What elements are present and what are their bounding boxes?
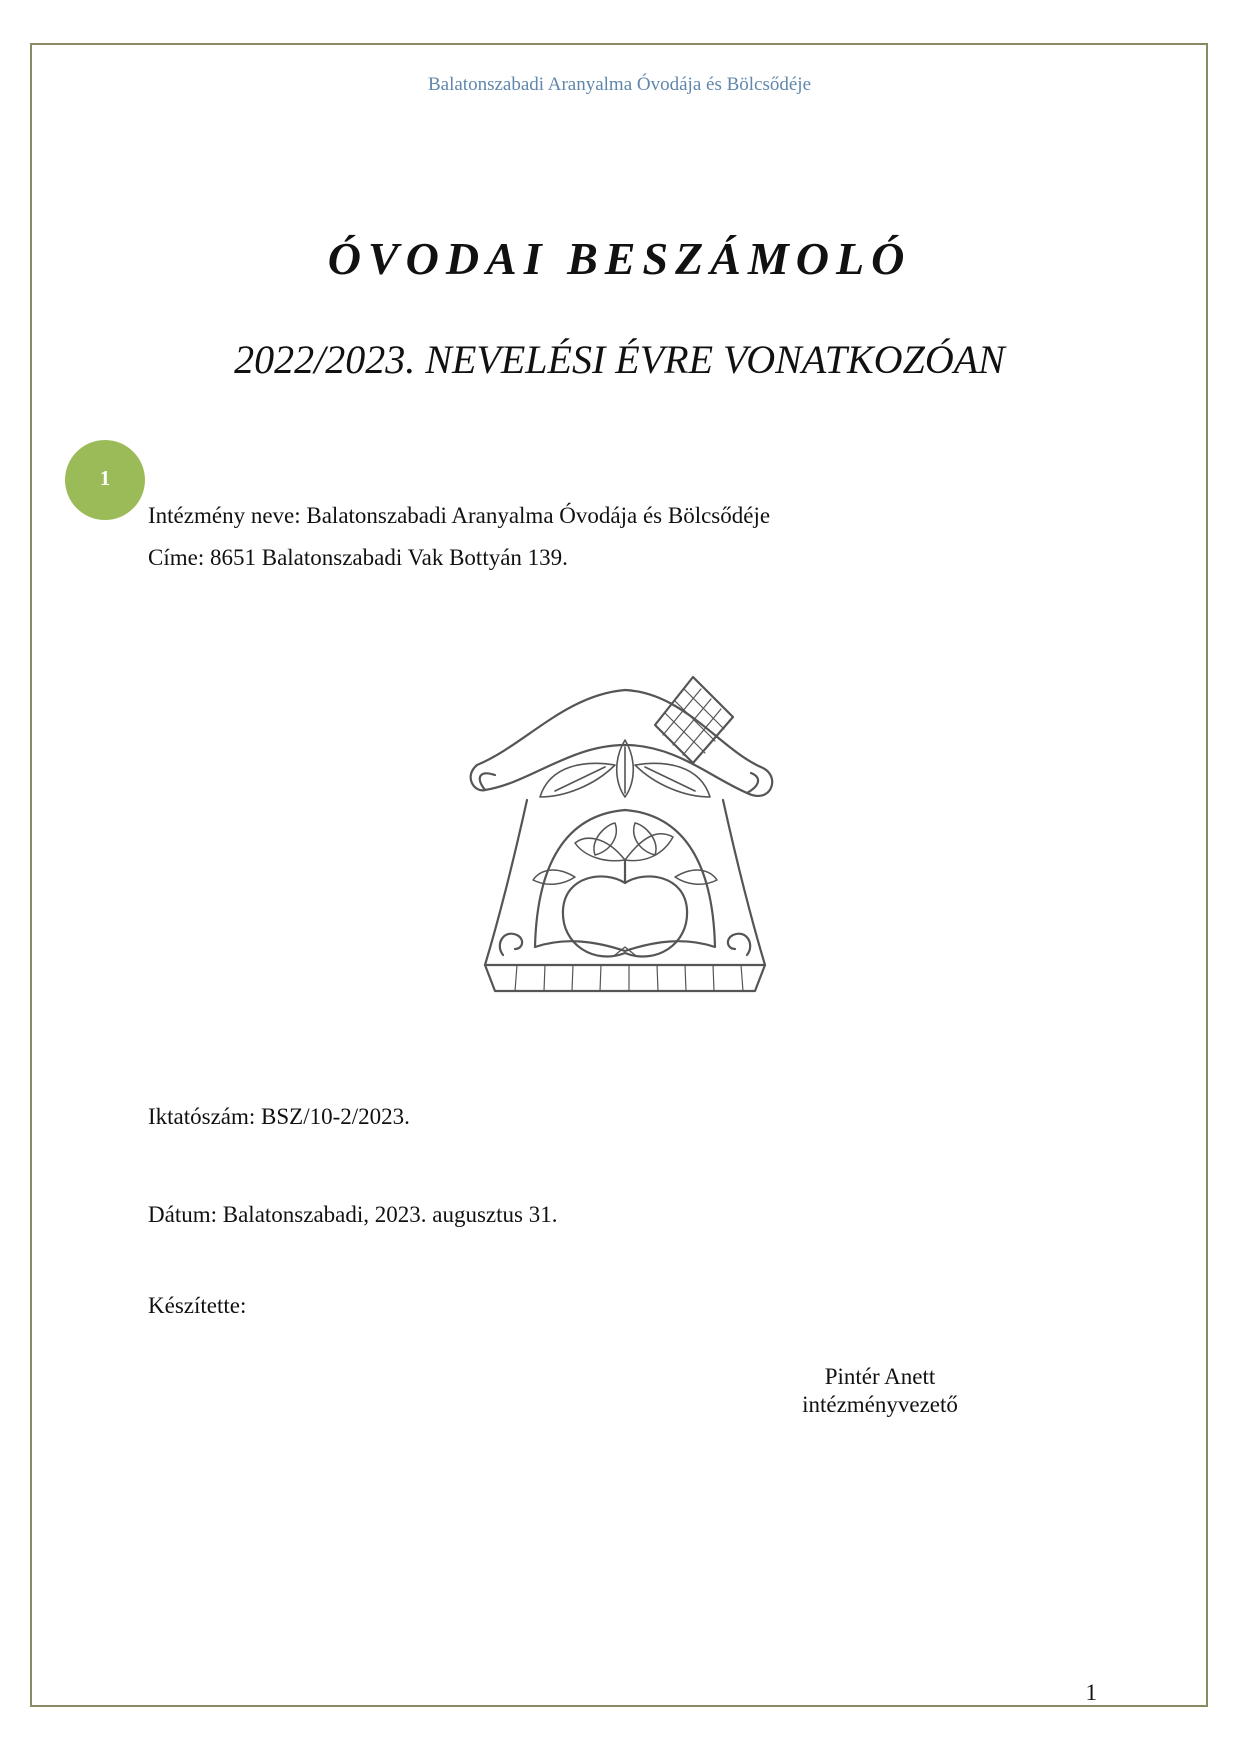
address-line [148, 545, 568, 571]
date-label: Dátum: [148, 1202, 217, 1227]
signature-role: intézményvezető [802, 1392, 958, 1417]
document-title: ÓVODAI BESZÁMOLÓ [327, 233, 912, 284]
page-number: 1 [1085, 1680, 1097, 1705]
date-line [148, 1202, 557, 1228]
institution-label: Intézmény neve: [148, 503, 301, 528]
running-header: Balatonszabadi Aranyalma Óvodája és Bölcsődéje [427, 74, 812, 95]
prepared-by-label: Készítette: [148, 1293, 247, 1318]
address-label: Címe: [148, 545, 205, 570]
reference-value: BSZ/10-2/2023. [261, 1104, 410, 1129]
house-with-apple-logo-icon [455, 665, 795, 1005]
page-badge: 1 [65, 440, 145, 520]
institution-value: Balatonszabadi Aranyalma Óvodája és Bölcsődéje [306, 503, 771, 528]
address-value: 8651 Balatonszabadi Vak Bottyán 139. [209, 545, 568, 570]
institution-line [148, 503, 770, 529]
reference-label: Iktatószám: [148, 1104, 256, 1129]
document-subtitle: 2022/2023. NEVELÉSI ÉVRE VONATKOZÓAN [234, 337, 1005, 382]
reference-line [148, 1104, 410, 1130]
prepared-by-line [148, 1293, 246, 1319]
signature-name: Pintér Anett [824, 1364, 936, 1389]
date-value: Balatonszabadi, 2023. augusztus 31. [222, 1202, 558, 1227]
